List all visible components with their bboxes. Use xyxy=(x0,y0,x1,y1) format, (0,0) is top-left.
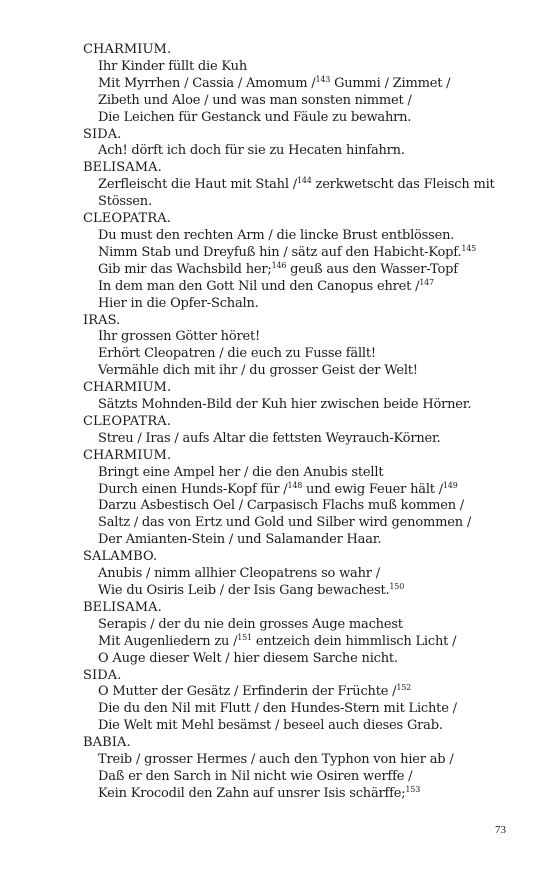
verse-text: entzeich dein himmlisch Licht / xyxy=(251,633,457,649)
verse-line xyxy=(83,634,493,651)
footnote-marker[interactable]: 144 xyxy=(296,176,312,186)
speech-block xyxy=(83,735,493,803)
verse-line xyxy=(83,245,493,262)
verse-text: Gummi / Zimmet / xyxy=(330,75,451,91)
verse-text: geuß aus den Wasser-Topf xyxy=(286,261,458,277)
verse-line xyxy=(83,651,493,668)
verse-line xyxy=(83,566,493,583)
verse-line xyxy=(83,532,493,549)
speaker-name: CHARMIUM. xyxy=(83,42,172,57)
verse-line xyxy=(83,329,493,346)
footnote-marker[interactable]: 148 xyxy=(287,480,303,490)
verse-text: Wie du Osiris Leib / der Isis Gang bewachest. xyxy=(98,583,390,598)
verse-line xyxy=(83,296,493,313)
verse-line xyxy=(83,93,493,110)
verse-line xyxy=(83,583,493,600)
verse-text: Der Amianten-Stein / und Salamander Haar. xyxy=(98,532,382,548)
speech-block xyxy=(83,160,493,211)
speech-block xyxy=(83,448,493,549)
verse-text: Vermähle dich mit ihr / du grosser Geist der Welt! xyxy=(98,363,418,379)
verse-text: Die du den Nil mit Flutt / den Hundes-Stern mit Lichte / xyxy=(98,701,457,717)
speech-block xyxy=(83,127,493,161)
verse-line xyxy=(83,617,493,634)
verse-line xyxy=(83,346,493,363)
verse-text: Die Leichen für Gestanck und Fäule zu bewahrn. xyxy=(98,109,412,125)
play-text xyxy=(83,42,493,803)
footnote-marker[interactable]: 153 xyxy=(405,784,421,794)
speech-block xyxy=(83,549,493,600)
verse-line xyxy=(83,262,493,279)
verse-text: Treib / grosser Hermes / auch den Typhon von hier ab / xyxy=(98,752,454,768)
footnote-marker[interactable]: 150 xyxy=(389,582,405,591)
speech-block xyxy=(83,414,493,448)
verse-line xyxy=(83,701,493,718)
verse-text: Saltz / das von Ertz und Gold und Silber wird genommen / xyxy=(98,515,471,531)
verse-line xyxy=(83,465,493,482)
verse-text: Serapis / der du nie dein grosses Auge machest xyxy=(98,616,403,632)
verse-text: Nimm Stab und Dreyfuß hin / sätz auf den Habicht-Kopf. xyxy=(98,244,462,260)
verse-text: Darzu Asbestisch Oel / Carpasisch Flachs muß kommen / xyxy=(98,498,464,514)
verse-text: Ihr Kinder füllt die Kuh xyxy=(98,58,247,74)
speaker-name: CLEOPATRA. xyxy=(83,211,171,227)
verse-line xyxy=(83,59,493,76)
verse-line xyxy=(83,194,493,211)
speaker-name: CHARMIUM. xyxy=(83,380,172,396)
speaker-name: CHARMIUM. xyxy=(83,447,172,463)
verse-text: Bringt eine Ampel her / die den Anubis stellt xyxy=(98,464,384,480)
verse-text: und ewig Feuer hält / xyxy=(302,481,443,497)
speech-block xyxy=(83,600,493,668)
verse-line xyxy=(83,515,493,532)
verse-line xyxy=(83,752,493,769)
footnote-marker[interactable]: 149 xyxy=(442,480,458,490)
verse-line xyxy=(83,769,493,786)
footnote-marker[interactable]: 151 xyxy=(237,632,252,642)
speaker-name: SALAMBO. xyxy=(83,549,158,565)
verse-text: zerkwetscht das Fleisch mit xyxy=(311,177,495,193)
verse-line xyxy=(83,363,493,380)
verse-line xyxy=(83,498,493,515)
speaker-name: BELISAMA. xyxy=(83,160,162,176)
verse-text: Mit Myrrhen / Cassia / Amomum / xyxy=(98,75,316,91)
verse-text: Stössen. xyxy=(98,194,152,210)
speaker-name: IRAS. xyxy=(83,312,121,328)
verse-line xyxy=(83,684,493,701)
verse-text: In dem man den Gott Nil und den Canopus ehret / xyxy=(98,278,420,294)
verse-text: Ach! dörft ich doch für sie zu Hecaten hinfahrn. xyxy=(98,143,405,159)
speaker-name: SIDA. xyxy=(83,126,122,142)
verse-text: Erhört Cleopatren / die euch zu Fusse fällt! xyxy=(98,346,376,362)
verse-line xyxy=(83,110,493,127)
verse-text: O Mutter der Gesätz / Erfinderin der Früchte / xyxy=(98,684,397,700)
footnote-marker[interactable]: 146 xyxy=(271,260,287,270)
speech-block xyxy=(83,211,493,312)
verse-text: Die Welt mit Mehl besämst / beseel auch dieses Grab. xyxy=(98,718,443,734)
verse-text: Zerfleischt die Haut mit Stahl / xyxy=(98,177,297,193)
speaker-name: BABIA. xyxy=(83,735,131,751)
verse-line xyxy=(83,718,493,735)
verse-text: Gib mir das Wachsbild her; xyxy=(98,261,272,277)
verse-text: Streu / Iras / aufs Altar die fettsten Weyrauch-Körner. xyxy=(98,430,441,446)
verse-line xyxy=(83,279,493,296)
verse-text: Du must den rechten Arm / die lincke Brust entblössen. xyxy=(98,227,455,243)
verse-line xyxy=(83,482,493,499)
page-number: 73 xyxy=(495,824,506,836)
verse-text: Sätzts Mohnden-Bild der Kuh hier zwischen beide Hörner. xyxy=(98,397,472,413)
verse-line xyxy=(83,143,493,160)
verse-line xyxy=(83,177,493,194)
verse-text: Daß er den Sarch in Nil nicht wie Osiren werffe / xyxy=(98,768,413,784)
speaker-name: CLEOPATRA. xyxy=(83,413,171,429)
verse-line xyxy=(83,76,493,93)
footnote-marker[interactable]: 145 xyxy=(461,243,476,253)
verse-text: Anubis / nimm allhier Cleopatrens so wahr / xyxy=(98,566,380,582)
footnote-marker[interactable]: 143 xyxy=(315,74,331,84)
speech-block xyxy=(83,42,493,127)
verse-text: O Auge dieser Welt / hier diesem Sarche nicht. xyxy=(98,650,398,666)
verse-line xyxy=(83,228,493,245)
verse-text: Zibeth und Aloe / und was man sonsten nimmet / xyxy=(98,92,412,108)
speech-block xyxy=(83,313,493,381)
verse-text: Durch einen Hunds-Kopf für / xyxy=(98,481,288,497)
speech-block xyxy=(83,668,493,736)
footnote-marker[interactable]: 152 xyxy=(396,683,412,693)
verse-text: Ihr grossen Götter höret! xyxy=(98,329,261,345)
speaker-name: BELISAMA. xyxy=(83,599,162,615)
footnote-marker[interactable]: 147 xyxy=(419,277,434,287)
verse-text: Hier in die Opfer-Schaln. xyxy=(98,295,259,311)
verse-line xyxy=(83,397,493,414)
verse-text: Mit Augenliedern zu / xyxy=(98,633,238,649)
verse-line xyxy=(83,786,493,803)
speaker-name: SIDA. xyxy=(83,667,122,683)
speech-block xyxy=(83,380,493,414)
verse-line xyxy=(83,431,493,448)
verse-text: Kein Krocodil den Zahn auf unsrer Isis schärffe; xyxy=(98,785,406,801)
